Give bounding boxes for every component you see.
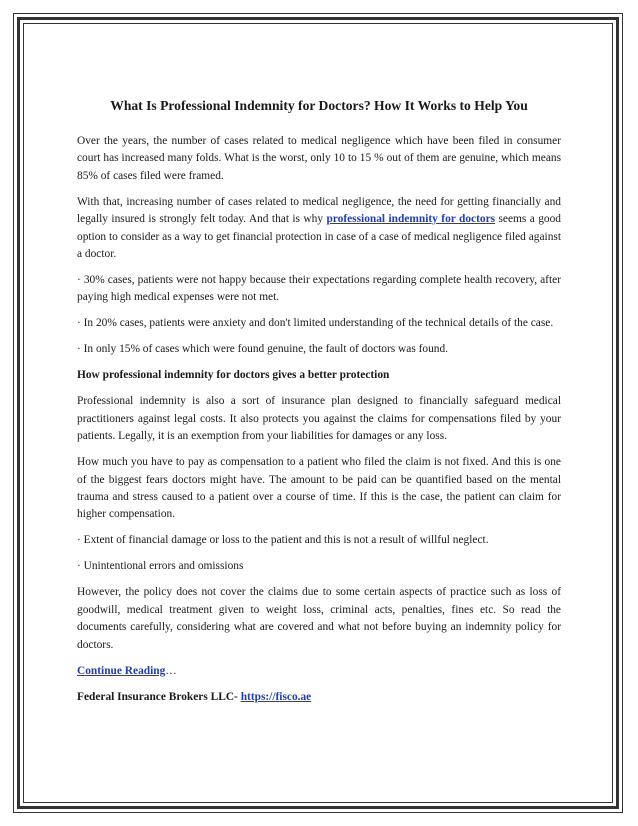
footer-company-label: Federal Insurance Brokers LLC- [77,690,241,703]
paragraph-compensation: How much you have to pay as compensation to a patient who filed the claim is not fixed. And this is one of the biggest fears doctors might have. The amount to be paid can be quantified based on the mental trauma and stress caused to a patient over a course of time. If this is the case, the patient can claim for higher compensation. [77,456,561,521]
paragraph-definition: Professional indemnity is also a sort of insurance plan designed to financially safeguard medical practitioners against legal costs. It also protects you against the claims for compensations filed by your patients. Legally, it is an exemption from your liabilities for damages or any loss. [77,395,561,443]
footer-website-link[interactable]: https://fisco.ae [240,690,312,703]
section-subheading: How professional indemnity for doctors gives a better protection [77,369,390,382]
paragraph-text: seems a good option to consider as a way to get financial protection in case of a case of medical negligence filed against a doctor. [77,213,561,261]
document-title: What Is Professional Indemnity for Doctors? How It Works to Help You [110,98,528,113]
document-body [77,97,561,715]
bullet-item: · In 20% cases, patients were anxiety and don't limited understanding of the technical details of the case. [77,317,554,330]
bullet-item: · Unintentional errors and omissions [77,560,244,573]
ellipsis: … [165,664,177,677]
paragraph-insurance-need [77,194,561,264]
bullet-item: · In only 15% of cases which were found genuine, the fault of doctors was found. [77,343,449,356]
bullet-item: · Extent of financial damage or loss to the patient and this is not a result of willful neglect. [77,534,489,547]
paragraph-intro: Over the years, the number of cases related to medical negligence which have been filed in consumer court has increased many folds. What is the worst, only 10 to 15 % out of them are genuine, which means 85% of cases filed were framed. [77,135,561,182]
paragraph-text: With that, increasing number of cases related to medical negligence, the need for getting financially and legally insured is strongly felt today. And that is why [77,195,561,226]
professional-indemnity-link[interactable]: professional indemnity for doctors [326,213,496,226]
paragraph-exclusions: However, the policy does not cover the claims due to some certain aspects of practice such as loss of goodwill, medical treatment given to weight loss, criminal acts, penalties, fines etc. So read the documents carefully, considering what are covered and what not before buying an indemnity policy for doctors. [77,586,561,651]
bullet-item: · 30% cases, patients were not happy because their expectations regarding complete health recovery, after paying high medical expenses were not met. [77,274,561,304]
continue-reading-link[interactable]: Continue Reading [77,664,166,677]
footer-line [77,689,561,706]
continue-reading-line [77,663,561,680]
